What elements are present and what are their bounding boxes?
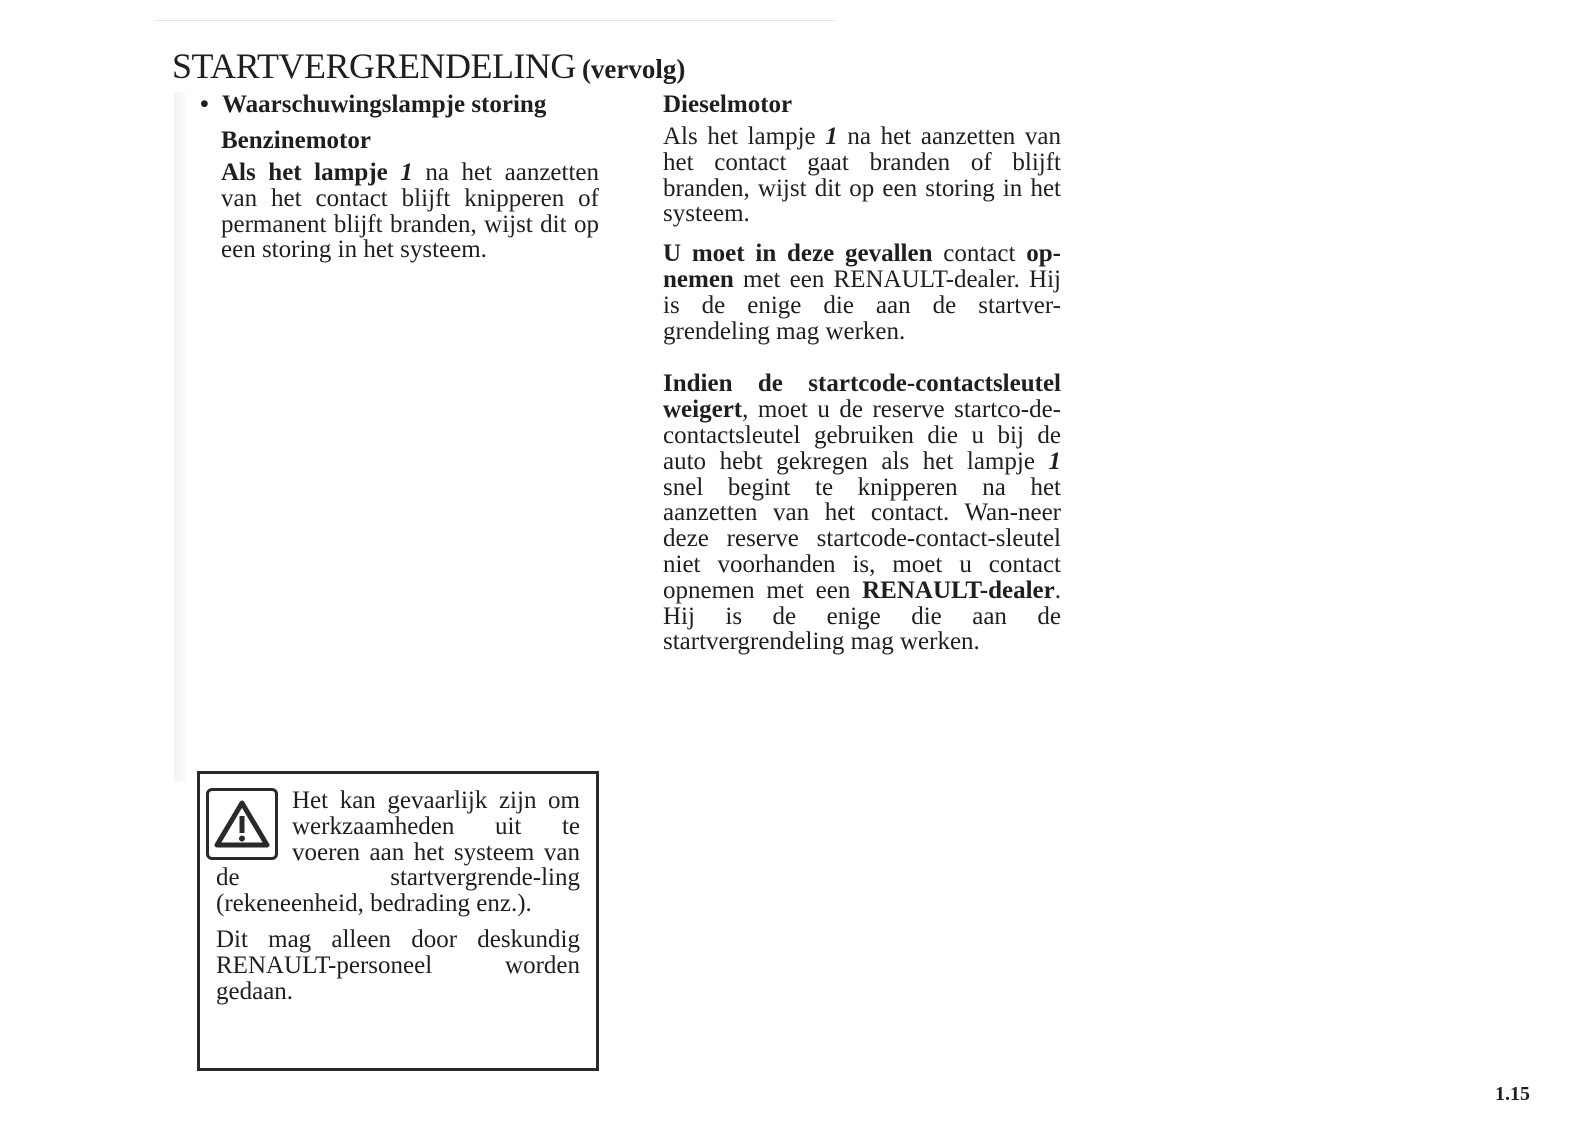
warning-text-1: Het kan gevaarlijk zijn om werkzaamheden uit te voeren aan het systeem van de startvergrende-ling (rekeneenheid, bedrading enz.). — [216, 787, 580, 918]
para-bold-2: RENAULT-dealer — [862, 576, 1055, 604]
right-column — [663, 90, 1061, 655]
para-text-start: Als het lampje — [663, 123, 816, 150]
title-main: STARTVERGRENDELING — [172, 46, 576, 86]
bullet-heading-text: Waarschuwingslampje storing — [222, 91, 547, 118]
paragraph-contact-dealer — [663, 241, 1061, 344]
top-rule — [155, 20, 835, 21]
subheading-petrol: Benzinemotor — [221, 127, 371, 154]
bullet-heading — [200, 90, 600, 120]
lamp-number: 1 — [1048, 447, 1061, 475]
paragraph-reserve-key — [663, 371, 1061, 655]
paragraph-petrol — [221, 160, 599, 263]
page-title — [172, 48, 685, 84]
para-bold: U moet in deze gevallen — [663, 240, 933, 268]
para-bold-2: op-nemen — [663, 240, 1062, 293]
scan-margin-shade — [174, 92, 186, 782]
title-suffix: (vervolg) — [581, 54, 686, 84]
para-text-rest: met een RENAULT-dealer. Hij is de enige die aan de startver-grendeling mag werken. — [663, 265, 1061, 345]
para-text: na het aanzetten van het contact blijft knipperen of permanent blijft branden, wijst dit op een storing in het systeem. — [221, 159, 600, 264]
bullet-dot-icon: • — [200, 91, 209, 118]
warning-text-2: Dit mag alleen door deskundig RENAULT-personeel worden gedaan. — [216, 925, 580, 1005]
para-text: contact — [943, 240, 1016, 268]
warning-box — [197, 771, 599, 1071]
page-number: 1.15 — [1495, 1083, 1530, 1105]
lamp-number: 1 — [825, 123, 838, 150]
left-column — [200, 90, 600, 263]
para-bold: Als het lampje — [221, 159, 388, 186]
para-text: , moet u de reserve startco-de-contactsleutel gebruiken die u bij de auto hebt gekregen als het lampje — [663, 396, 1061, 475]
warning-triangle-icon — [206, 788, 278, 860]
para-text: na het aanzetten van het contact gaat branden of blijft branden, wijst dit op een storing in het systeem. — [663, 123, 1061, 228]
paragraph-diesel — [663, 124, 1061, 227]
para-bold: Indien de startcode-contactsleutel weigert — [663, 370, 1061, 424]
lamp-number: 1 — [400, 159, 413, 186]
para-text-2: snel begint te knipperen na het aanzetten van het contact. Wan-neer deze reserve startcode-contact-sleutel niet voorhanden is, moet u contact opnemen met een — [663, 473, 1061, 604]
subheading-diesel: Dieselmotor — [663, 91, 793, 118]
para-text-end: . Hij is de enige die aan de startvergrendeling mag werken. — [663, 576, 1061, 656]
